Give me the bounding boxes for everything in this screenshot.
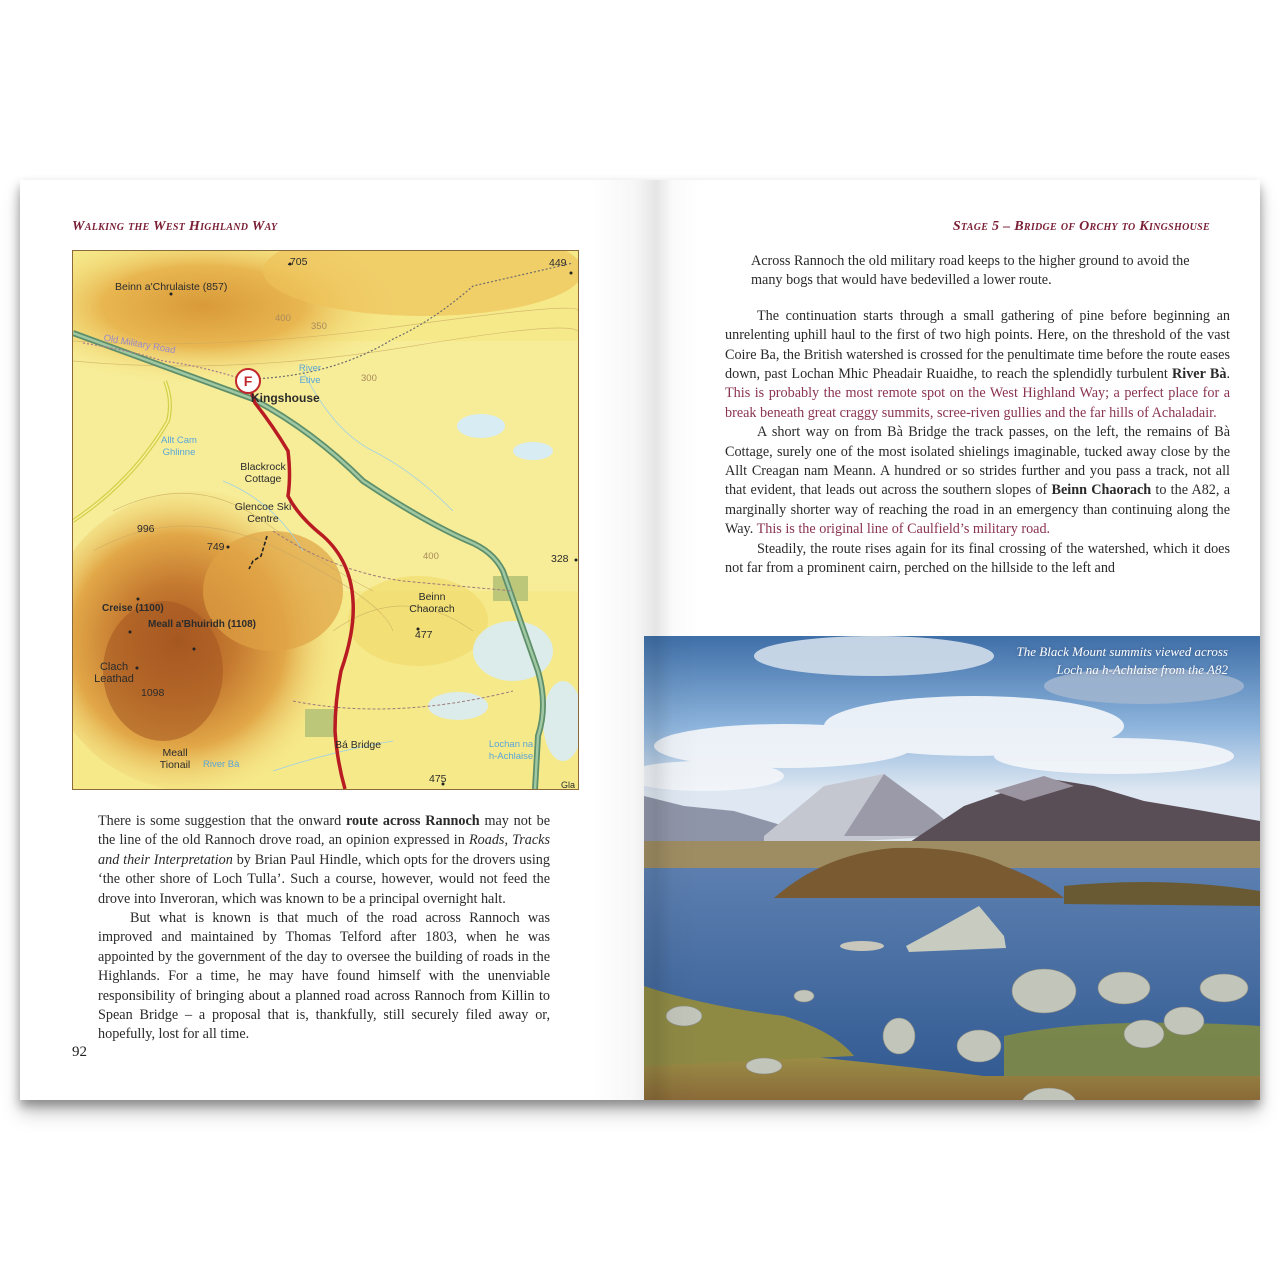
- map-label-spot-477: 477: [415, 629, 433, 641]
- paragraph: [725, 540, 1230, 579]
- map-label-gla: Gla: [561, 780, 576, 790]
- highlight-text: This is the original line of Caulfield’s military road.: [756, 521, 1051, 538]
- map-label-spot-475: 475: [429, 773, 447, 785]
- running-head-right: Stage 5 – Bridge of Orchy to Kingshouse: [952, 219, 1210, 234]
- text-run: A short way on from Bà Bridge the track passes, on the left, the remains of Bà Cottage, surely one of the most isolated shielings imaginable, tucked away close by the Allt Creagan nam Meann. A hundred or so strides further and you pass a track, not all that evident, that leads out across the southern slopes of: [725, 424, 1230, 499]
- map-label-meall-tionail: Meall Tionail: [159, 747, 191, 771]
- page-number: 92: [72, 1044, 87, 1060]
- map-label-spot-996: 996: [137, 523, 155, 535]
- book-title-reference: Roads, Tracks and their Interpretation: [98, 832, 550, 868]
- bold-term-route-across-rannoch: route across Rannoch: [346, 813, 480, 829]
- highlight-text: This is probably the most remote spot on the West Highland Way; a perfect place for a break beneath great craggy summits, scree-riven gullies and the far hills of Achaladair.: [725, 385, 1230, 421]
- running-head-left: Walking the West Highland Way: [72, 219, 278, 234]
- caption-line-2: Loch na h-Achlaise from the A82: [1056, 662, 1228, 677]
- paragraph: [98, 812, 550, 909]
- map-label-spot-328: 328: [551, 553, 569, 565]
- intro-paragraph: Across Rannoch the old military road keeps to the higher ground to avoid the many bogs that would have bedevilled a lower route.: [751, 253, 1190, 289]
- text-run: .: [1226, 366, 1230, 383]
- map-label-ba-bridge: Bá Bridge: [335, 739, 382, 751]
- map-label-kingshouse: Kingshouse: [251, 391, 320, 405]
- map-label-spot-705: .705: [287, 256, 308, 268]
- text-run: by Brian Paul Hindle, which opts for the drovers using ‘the other shore of Loch Tulla’. Such a course, however, would not feed the drove into Inveroran, which was known to be a principal overnight halt.: [98, 851, 550, 907]
- paragraph: [725, 307, 1230, 423]
- map-label-river-etive: River Etive: [298, 363, 322, 386]
- map-label-creise: Creise (1100): [102, 603, 164, 614]
- map-label-contour: 300: [361, 373, 377, 384]
- route-map: [72, 250, 579, 790]
- bold-term-river-ba: River Bà: [1172, 366, 1227, 383]
- map-label-spot-1098: 1098: [141, 687, 165, 699]
- map-label-clach-leathad: Clach Leathad: [94, 661, 134, 685]
- map-label-beinn-a-chrulaiste: Beinn a'Chrulaiste (857): [115, 281, 228, 293]
- right-body-text: [725, 252, 1230, 579]
- map-label-meall-a-bhuiridh: Meall a'Bhuiridh (1108): [148, 619, 256, 630]
- photo-scene-graphic: [644, 636, 1260, 1100]
- finish-marker-icon: F: [235, 368, 261, 394]
- paragraph: [725, 423, 1230, 539]
- map-label-contour: 350: [311, 321, 327, 332]
- text-run: may not be the line of the old Rannoch drove road, an opinion expressed in: [98, 813, 551, 849]
- text-run: The continuation starts through a small gathering of pine before beginning an unrelenting uphill haul to the first of two high points. Here, on the threshold of the vast Coire Ba, the British watershed is crossed for the penultimate time before the route eases down, past Lochan Mhic Pheadair Ruaidhe, to reach the splendidly turbulent: [725, 307, 1230, 383]
- left-page: [20, 180, 640, 1100]
- map-label-contour: 400: [423, 551, 439, 562]
- right-page: [640, 180, 1260, 1100]
- map-label-beinn-chaorach: Beinn Chaorach: [409, 591, 455, 615]
- text-run: to the A82, a marginally shorter way of reaching the road in an emergency than continuing along the Way.: [725, 482, 1230, 538]
- map-label-lochan-na-h-achlaise: Lochan na h-Achlaise: [488, 739, 534, 762]
- map-label-spot-449: 449: [549, 257, 567, 269]
- paragraph: [98, 909, 550, 1045]
- map-label-spot-749: 749: [207, 541, 225, 553]
- left-body-text: [98, 812, 550, 1045]
- landscape-photo: [644, 636, 1260, 1100]
- map-label-contour: 400: [275, 313, 291, 324]
- map-label-allt-cam-ghlinne: Allt Cam Ghlinne: [161, 435, 197, 458]
- text-run: Steadily, the route rises again for its final crossing of the watershed, which it does not far from a prominent cairn, perched on the hillside to the left and: [725, 540, 1230, 577]
- photo-caption: [1017, 643, 1228, 679]
- map-label-glencoe-ski-centre: Glencoe Ski Centre: [234, 501, 292, 525]
- caption-line-1: The Black Mount summits viewed across: [1016, 644, 1228, 659]
- text-run: But what is known is that much of the road across Rannoch was improved and maintained by Thomas Telford after 1803, when he was appointed by the government of the day to oversee the building of roads in the Highlands. For a time, he may have found himself with the unenviable responsibility of bringing about a planned road across Rannoch from Killin to Spean Bridge – a proposal that is, thankfully, still securely filed away or, hopefully, lost for all time.: [98, 910, 550, 1043]
- bold-term-beinn-chaorach: Beinn Chaorach: [1051, 482, 1152, 499]
- book-spread: [20, 180, 1260, 1100]
- map-label-blackrock-cottage: Blackrock Cottage: [240, 461, 286, 485]
- text-run: There is some suggestion that the onward: [98, 813, 346, 829]
- map-label-river-ba: River Bà: [203, 759, 240, 770]
- map-label-old-military-road: Old Military Road: [102, 332, 177, 357]
